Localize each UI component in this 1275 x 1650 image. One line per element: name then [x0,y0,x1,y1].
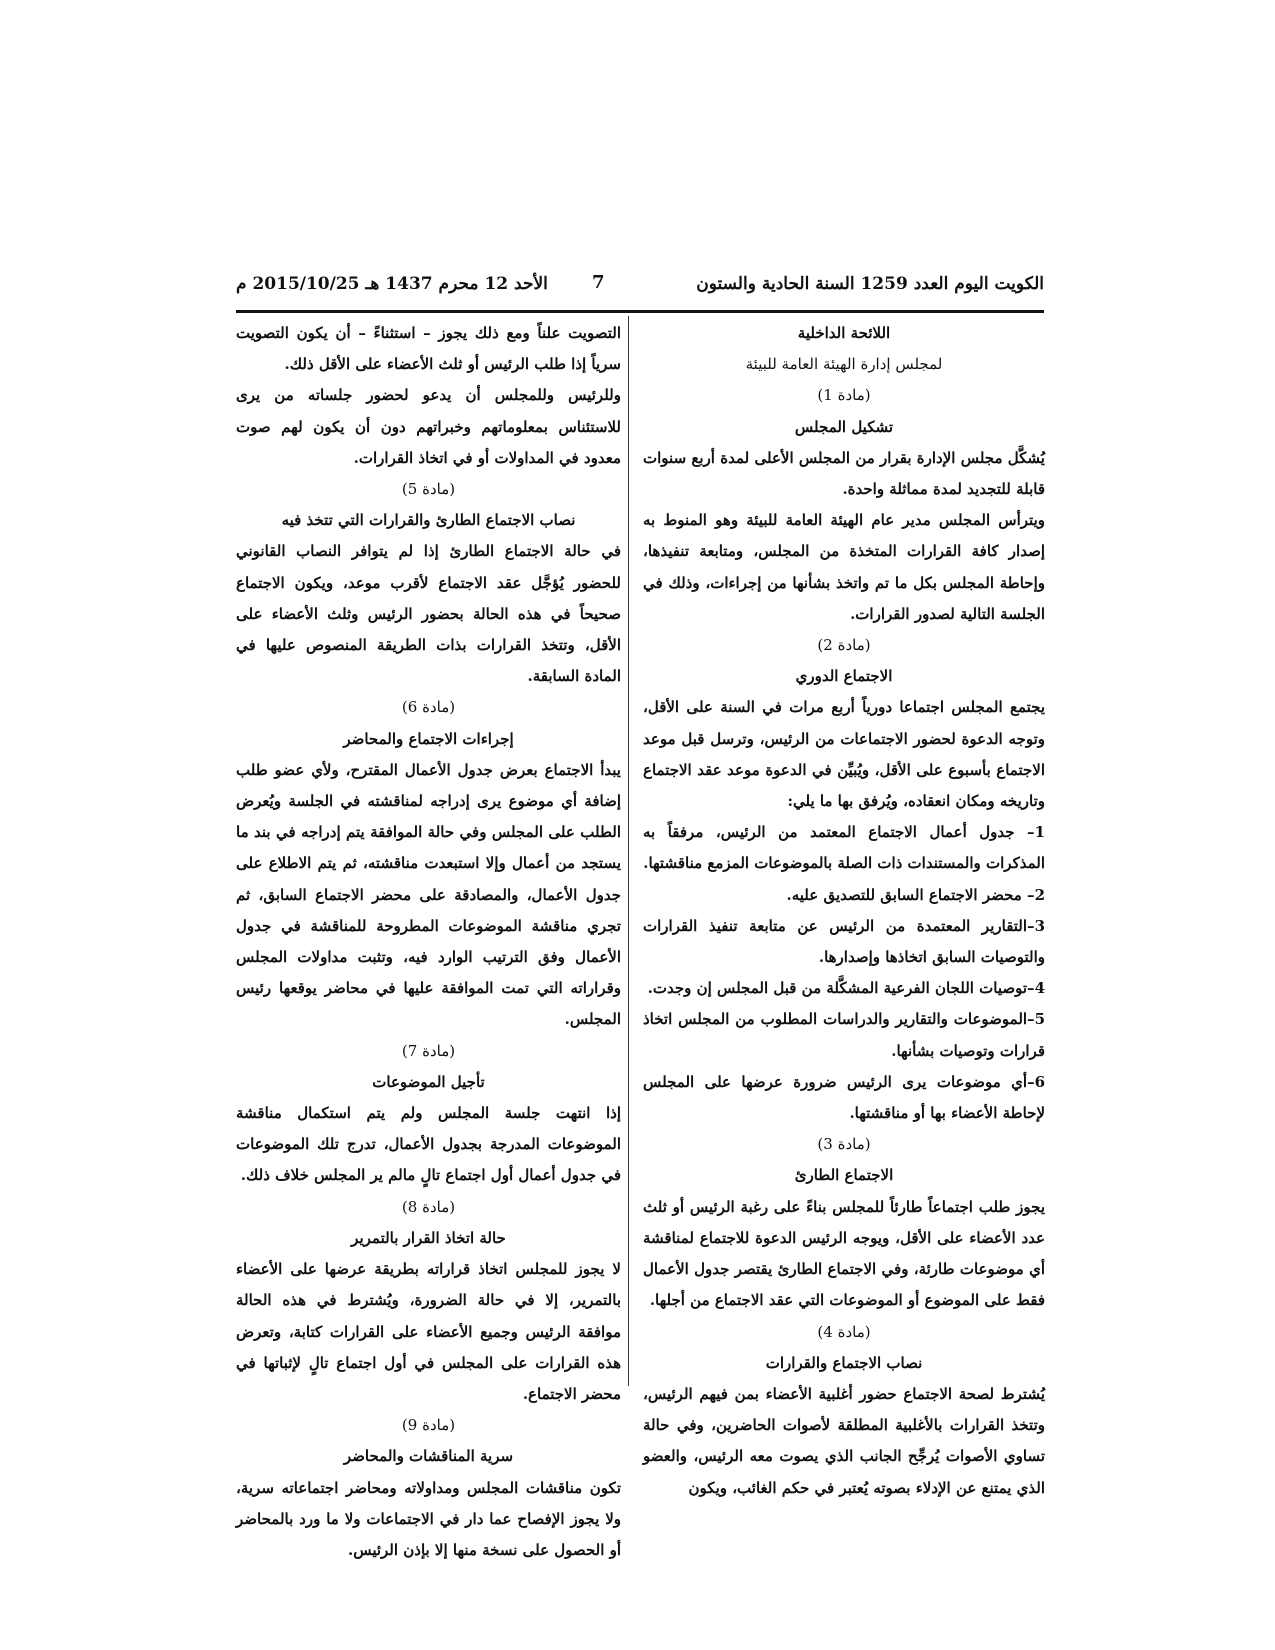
article-title: إجراءات الاجتماع والمحاضر [343,729,514,748]
article-title: سرية المناقشات والمحاضر [343,1447,514,1466]
list-item: 3–التقارير المعتمدة من الرئيس عن متابعة تنفيذ القرارات والتوصيات السابق اتخاذها وإصدارها. [643,916,1045,967]
paragraph: التصويت علناً ومع ذلك يجوز – استثناءً – أن يكون التصويت سرياً إذا طلب الرئيس أو ثلث الأعضاء على الأقل ذلك. [236,324,621,374]
paragraph: إذا انتهت جلسة المجلس ولم يتم استكمال مناقشة الموضوعات المدرجة بجدول الأعمال، تدرج تلك الموضوعات في جدول أعمال أول اجتماع تالٍ مالم ير المجلس خلاف ذلك. [236,1104,621,1185]
issue-date: الأحد 12 محرم 1437 هـ 2015/10/25 م [236,274,548,294]
page-header [236,268,1044,308]
article-number: (مادة 4) [817,1322,871,1341]
article-number: (مادة 9) [401,1416,456,1435]
document-subtitle: لمجلس إدارة الهيئة العامة للبيئة [745,355,943,374]
article-title: الاجتماع الدوري [795,667,893,686]
article-number: (مادة 6) [401,698,456,717]
article-title: تشكيل المجلس [794,417,894,436]
article-number: (مادة 7) [401,1041,456,1060]
paragraph: يُشكَّل مجلس الإدارة بقرار من المجلس الأعلى لمدة أربع سنوات قابلة للتجديد لمدة مماثلة واحدة. [643,448,1045,499]
left-column [236,318,621,1566]
article-title: حالة اتخاذ القرار بالتمرير [351,1228,506,1247]
publication-info: الكويت اليوم العدد 1259 السنة الحادية والستون [696,274,1044,294]
paragraph: ويترأس المجلس مدير عام الهيئة العامة للبيئة وهو المنوط به إصدار كافة القرارات المتخذة من المجلس، ومتابعة تنفيذها، وإحاطة المجلس بكل ما تم واتخذ بشأنها من إجراءات، وذلك في الجلسة التالية لصدور القرارات. [643,511,1045,623]
paragraph: يجتمع المجلس اجتماعا دورياً أربع مرات في السنة على الأقل، وتوجه الدعوة لحضور الاجتماعات من الرئيس، وترسل قبل موعد الاجتماع بأسبوع على الأقل، ويُبيِّن في الدعوة موعد عقد الاجتماع وتاريخه ومكان انعقاده، ويُرفق بها ما يلي: [643,698,1045,811]
list-item: 4–توصيات اللجان الفرعية المشكَّلة من قبل المجلس إن وجدت. [647,979,1045,998]
article-number: (مادة 8) [401,1197,456,1216]
list-item: 5–الموضوعات والتقارير والدراسات المطلوب من المجلس اتخاذ قرارات وتوصيات بشأنها. [643,1010,1045,1060]
article-number: (مادة 5) [401,480,456,499]
paragraph: وللرئيس وللمجلس أن يدعو لحضور جلساته من يرى للاستئناس بمعلوماتهم وخبراتهم دون أن يكون لهم صوت معدود في المداولات أو في اتخاذ القرارات. [236,386,621,467]
article-number: (مادة 3) [817,1135,871,1154]
article-title: نصاب الاجتماع الطارئ والقرارات التي تتخذ فيه [281,511,576,530]
article-title: الاجتماع الطارئ [794,1166,894,1185]
paragraph: تكون مناقشات المجلس ومداولاته ومحاضر اجتماعاته سرية، ولا يجوز الإفصاح عما دار في الاجتماعات ولا ما ورد بالمحاضر أو الحصول على نسخة منها إلا بإذن الرئيس. [236,1478,621,1559]
article-title: تأجيل الموضوعات [372,1072,485,1091]
article-number: (مادة 2) [817,636,871,655]
column-divider [628,316,629,1386]
header-rule [236,310,1044,313]
paragraph: في حالة الاجتماع الطارئ إذا لم يتوافر النصاب القانوني للحضور يُؤجَّل عقد الاجتماع لأقرب موعد، ويكون الاجتماع صحيحاً في هذه الحالة بحضور الرئيس وثلث الأعضاء على الأقل، وتتخذ القرارات بذات الطريقة المنصوص عليها في المادة السابقة. [236,542,621,686]
list-item: 1– جدول أعمال الاجتماع المعتمد من الرئيس، مرفقاً به المذكرات والمستندات ذات الصلة بالموضوعات المزمع مناقشتها. [643,823,1045,873]
article-number: (مادة 1) [817,386,871,405]
paragraph: لا يجوز للمجلس اتخاذ قراراته بطريقة عرضها على الأعضاء بالتمرير، إلا في حالة الضرورة، ويُشترط في هذه الحالة موافقة الرئيس وجميع الأعضاء على القرارات كتابة، وتعرض هذه القرارات على المجلس في أول اجتماع تالٍ لإثباتها في محضر الاجتماع. [236,1260,621,1403]
document-title: اللائحة الداخلية [797,324,891,342]
paragraph: يُشترط لصحة الاجتماع حضور أغلبية الأعضاء بمن فيهم الرئيس، وتتخذ القرارات بالأغلبية المطلقة لأصوات الحاضرين، وفي حالة تساوي الأصوات يُرجِّح الجانب الذي يصوت معه الرئيس، والعضو الذي يمتنع عن الإدلاء بصوته يُعتبر في حكم الغائب، ويكون [643,1384,1045,1497]
page-number: 7 [592,272,605,293]
article-title: نصاب الاجتماع والقرارات [765,1353,923,1372]
list-item: 6–أي موضوعات يرى الرئيس ضرورة عرضها على المجلس لإحاطة الأعضاء بها أو مناقشتها. [643,1072,1045,1123]
paragraph: يجوز طلب اجتماعاً طارئاً للمجلس بناءً على رغبة الرئيس أو ثلث عدد الأعضاء على الأقل، ويوجه الرئيس الدعوة للاجتماع لمناقشة أي موضوعات طارئة، وفي الاجتماع الطارئ يقتصر جدول الأعمال فقط على الموضوع أو الموضوعات التي عقد الاجتماع من أجلها. [643,1197,1045,1310]
paragraph: يبدأ الاجتماع بعرض جدول الأعمال المقترح، ولأي عضو طلب إضافة أي موضوع يرى إدراجه لمناقشته في الجلسة ويُعرض الطلب على المجلس وفي حالة الموافقة يتم إدراجه في بند ما يستجد من أعمال وإلا استبعدت مناقشته، ثم يتم الاطلاع على جدول الأعمال، والمصادقة على محضر الاجتماع السابق، ثم تجري مناقشة الموضوعات المطروحة للمناقشة في جدول الأعمال وفق الترتيب الوارد فيه، وتثبت مداولات المجلس وقراراته التي تمت الموافقة عليها في محاضر يوقعها رئيس المجلس. [236,760,621,1029]
list-item: 2– محضر الاجتماع السابق للتصديق عليه. [786,885,1045,904]
right-column [643,318,1045,1504]
